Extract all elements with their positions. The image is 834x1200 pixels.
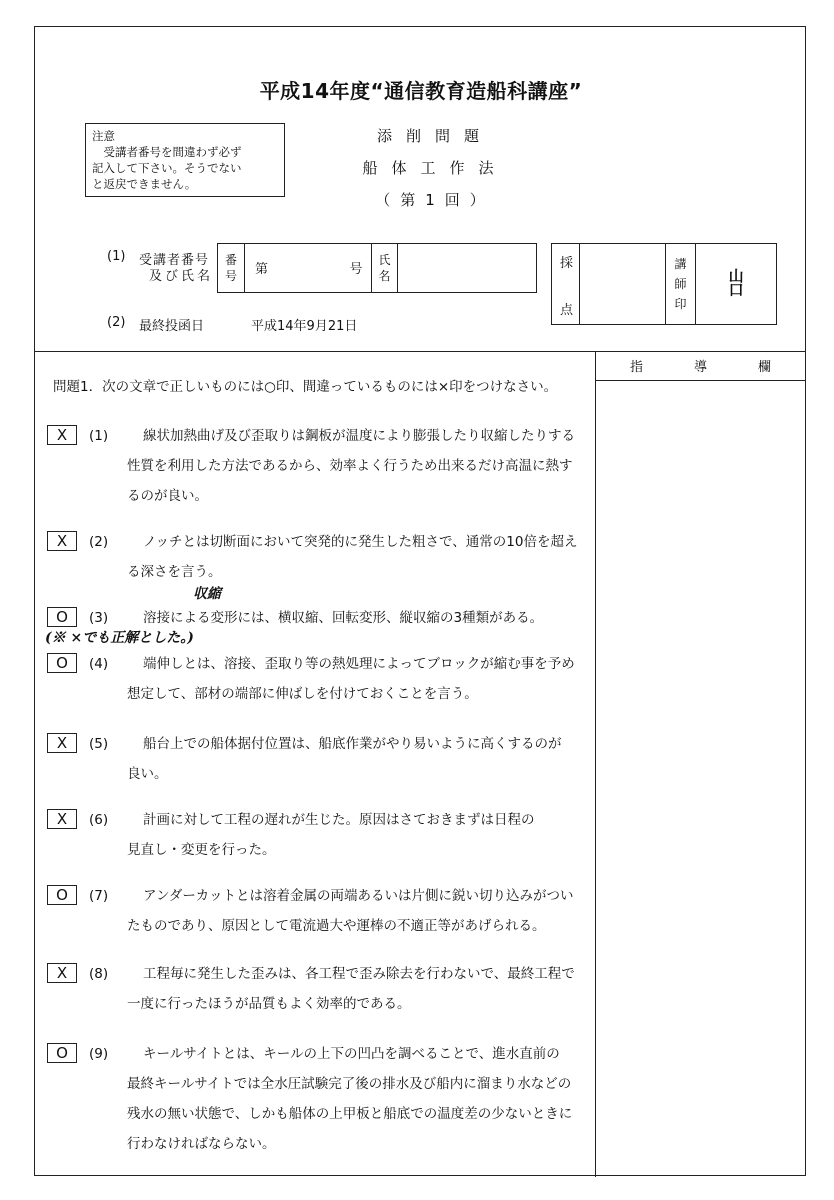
question-line: 見直し・変更を行った。 (127, 842, 276, 858)
subtitle-exercise: 添削問題 (376, 127, 493, 145)
subtitle-round: （第1回） (375, 191, 495, 209)
question-text (127, 1039, 597, 1159)
notice-line: 受講者番号を間違わず必ず (103, 145, 242, 159)
question-line: 行わなければならない。 (127, 1136, 276, 1152)
notice-line: と返戻できません。 (92, 177, 197, 191)
question-number: (6) (89, 812, 109, 828)
item2-label: 最終投函日 (139, 319, 205, 334)
handwritten-note: (※ ×でも正解とした。) (45, 630, 194, 646)
question-item (47, 729, 592, 789)
answer-mark[interactable]: O (47, 885, 77, 905)
score-field[interactable] (579, 244, 665, 325)
answer-mark[interactable]: X (47, 963, 77, 983)
question-line: ノッチとは切断面において突発的に発生した粗さで、通常の10倍を超え (143, 534, 578, 550)
answer-mark[interactable]: O (47, 1043, 77, 1063)
question-number: (1) (89, 428, 109, 444)
score-seal-table (551, 243, 777, 325)
question-item (47, 649, 592, 709)
answer-mark[interactable]: O (47, 607, 77, 627)
answer-mark[interactable]: O (47, 653, 77, 673)
question-item (47, 881, 592, 941)
handwritten-correction: 収縮 (193, 586, 221, 602)
final-mailing-date: 平成14年9月21日 (251, 319, 358, 334)
question-line: 一度に行ったほうが品質もよく効率的である。 (127, 996, 411, 1012)
item2-number: (2) (107, 315, 126, 330)
registrant-table (217, 243, 537, 293)
question-line: 船台上での船体据付位置は、船底作業がやり易いように高くするのが (143, 736, 562, 752)
question-line: るのが良い。 (127, 488, 208, 504)
question-text (127, 649, 597, 709)
answer-mark[interactable]: X (47, 809, 77, 829)
question-text (127, 959, 597, 1019)
item1-label-b: 及び氏名 (149, 269, 214, 284)
name-field[interactable] (398, 244, 537, 293)
guidance-char-3: 欄 (757, 360, 771, 375)
question-text (127, 729, 597, 789)
question-line: 溶接による変形には、横収縮、回転変形、縦収縮の3種類がある。 (143, 610, 544, 626)
question-text (127, 881, 597, 941)
guidance-char-2: 導 (693, 360, 707, 375)
saiten-char-1: 採 (560, 256, 574, 271)
dai-label: 第 (254, 262, 268, 277)
saiten-char-2: 点 (560, 303, 574, 318)
question-number: (8) (89, 966, 109, 982)
saiten-label (552, 244, 580, 325)
notice-box (85, 123, 285, 197)
answer-mark[interactable]: X (47, 733, 77, 753)
notice-line: 記入して下さい。そうでない (92, 161, 242, 175)
question-item (47, 959, 592, 1019)
question-line: 性質を利用した方法であるから、効率よく行うため出来るだけ高温に熱す (127, 458, 573, 474)
question-line: 残水の無い状態で、しかも船体の上甲板と船底での温度差の少ないときに (127, 1106, 573, 1122)
question-line: 線状加熱曲げ及び歪取りは鋼板が温度により膨張したり収縮したりする (143, 428, 575, 444)
question-line: 端伸しとは、溶接、歪取り等の熱処理によってブロックが縮む事を予め (143, 656, 575, 672)
question-item (47, 421, 592, 511)
question-number: (7) (89, 888, 109, 904)
question-line: 工程毎に発生した歪みは、各工程で歪み除去を行わないで、最終工程で (143, 966, 575, 982)
question-text (127, 421, 597, 511)
question-line: キールサイトとは、キールの上下の凹凸を調べることで、進水直前の (143, 1046, 560, 1062)
instructor-seal-field (696, 244, 777, 325)
item1-label-a: 受講者番号 (139, 253, 210, 268)
question-item (47, 805, 592, 865)
question-line: アンダーカットとは溶着金属の両端あるいは片側に鋭い切り込みがつい (143, 888, 574, 904)
page-title: 平成14年度“通信教育造船科講座” (259, 79, 583, 103)
question-line: 計画に対して工程の遅れが生じた。原因はさておきまずは日程の (143, 812, 535, 828)
guidance-char-1: 指 (630, 360, 644, 375)
question-item (47, 527, 592, 587)
answer-mark[interactable]: X (47, 425, 77, 445)
question-number: (4) (89, 656, 109, 672)
question-text (127, 527, 597, 587)
question-line: 良い。 (127, 766, 168, 782)
seal-stamp: 山口 (728, 267, 744, 299)
question-number: (3) (89, 610, 109, 626)
question-number: (2) (89, 534, 109, 550)
notice-heading: 注意 (92, 129, 115, 143)
question-text (127, 805, 597, 865)
question-number: (5) (89, 736, 109, 752)
go-label: 号 (349, 262, 363, 277)
instructor-seal-label: 講師印 (665, 244, 696, 325)
question-line: 最終キールサイトでは全水圧試験完了後の排水及び船内に溜まり水などの (127, 1076, 572, 1092)
name-label: 氏名 (371, 244, 398, 293)
subtitle-subject: 船体工作法 (362, 159, 508, 177)
question-line: たものであり、原因として電流過大や運棒の不適正等があげられる。 (127, 918, 546, 934)
answer-sheet (34, 26, 806, 1176)
answer-mark[interactable]: X (47, 531, 77, 551)
guidance-column-header (596, 351, 805, 381)
question-line: 想定して、部材の端部に伸ばしを付けておくことを言う。 (127, 686, 478, 702)
question-number: (9) (89, 1046, 109, 1062)
number-label: 番号 (218, 244, 245, 293)
item1-number: (1) (107, 249, 126, 264)
question-text (143, 603, 597, 633)
question-instructions: 問題1．次の文章で正しいものには○印、間違っているものには×印をつけなさい。 (53, 379, 558, 395)
registrant-number-field[interactable] (244, 244, 371, 293)
question-line: る深さを言う。 (127, 564, 222, 580)
question-item (47, 1039, 592, 1163)
